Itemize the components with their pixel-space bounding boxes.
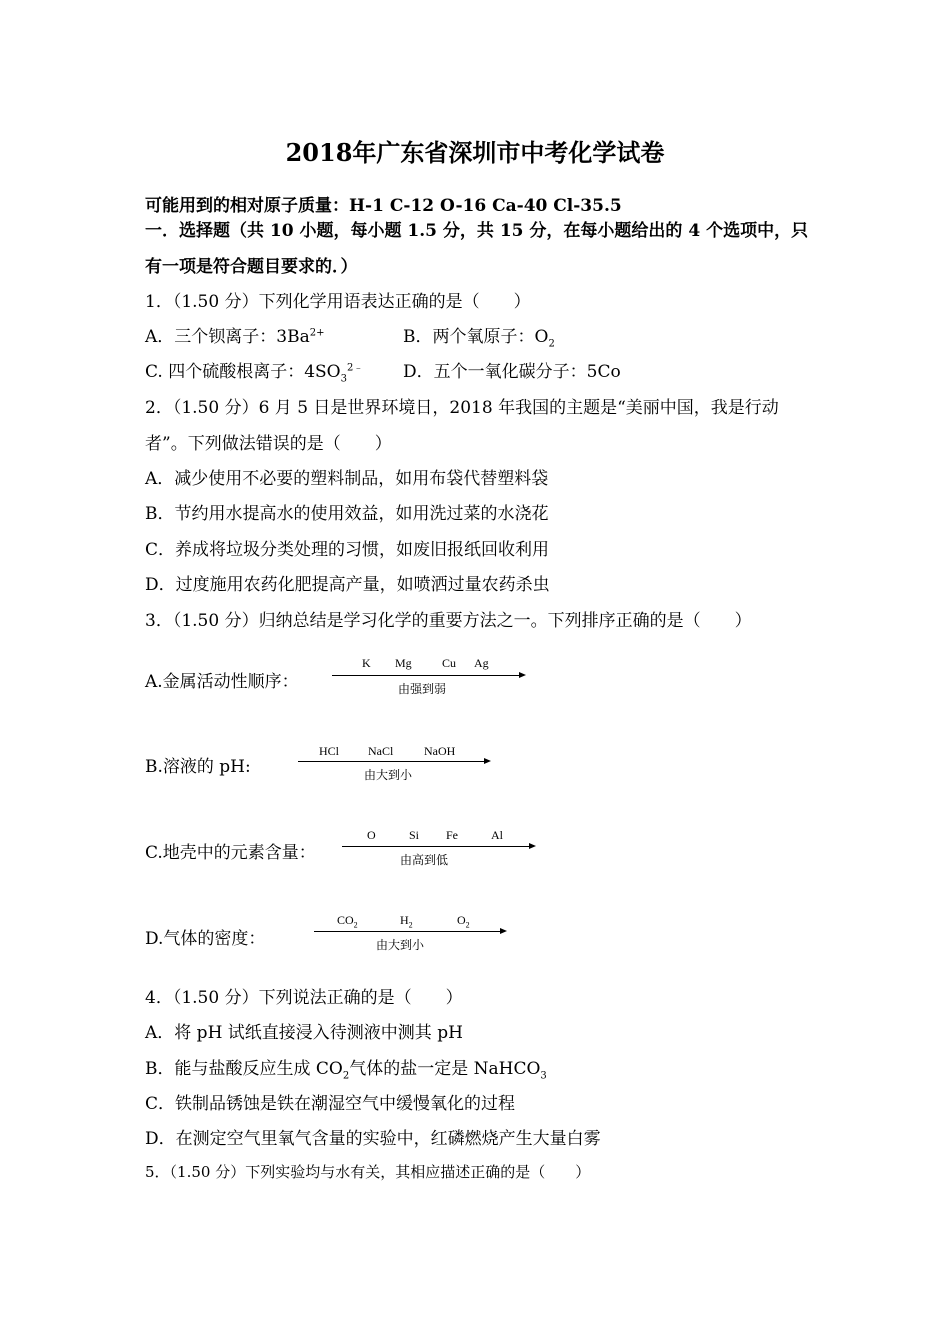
element-label: O <box>367 828 376 842</box>
page-title: 2018年广东省深圳市中考化学试卷 <box>285 138 665 167</box>
element-label: HCl <box>319 744 340 758</box>
q2-stem-line2: 者”。下列做法错误的是（ ） <box>145 434 392 454</box>
q1-option-b-text: B．两个氧原子：O <box>403 327 549 347</box>
arrow-line <box>298 761 485 762</box>
element-label <box>457 913 470 929</box>
element-label <box>400 913 413 929</box>
element-label: NaOH <box>424 744 456 758</box>
q1-option-a <box>145 322 324 347</box>
q3-option-a-diagram <box>332 656 532 696</box>
arrow-head-icon <box>519 672 526 678</box>
q4-option-d: D．在测定空气里氧气含量的实验中，红磷燃烧产生大量白雾 <box>145 1129 601 1149</box>
element-symbol: H <box>400 913 409 927</box>
q3-option-b-label: B.溶液的 pH: <box>145 757 251 777</box>
arrow-line <box>332 675 520 676</box>
section-heading-line1: 一．选择题（共 10 小题，每小题 1.5 分，共 15 分，在每小题给出的 4 个选项中，只 <box>145 221 809 241</box>
q3-stem: 3．（1.50 分）归纳总结是学习化学的重要方法之一。下列排序正确的是（ ） <box>145 611 752 631</box>
q3-option-c-label: C.地壳中的元素含量： <box>145 843 316 863</box>
element-label: Fe <box>446 828 458 842</box>
arrow-caption: 由高到低 <box>400 853 449 867</box>
q2-option-c: C．养成将垃圾分类处理的习惯，如废旧报纸回收利用 <box>145 540 550 560</box>
element-label: Cu <box>442 656 457 670</box>
q4-option-b-sub1: 2 <box>342 1070 350 1082</box>
q1-option-c-sub: 3 <box>340 373 347 385</box>
q1-option-b <box>403 322 555 349</box>
q2-option-a: A．减少使用不必要的塑料制品，如用布袋代替塑料袋 <box>145 469 549 489</box>
arrow-head-icon <box>484 758 491 764</box>
q3-option-d-diagram <box>314 913 514 953</box>
element-label: K <box>362 656 371 670</box>
element-label: Si <box>409 828 420 842</box>
element-label: Ag <box>474 656 489 670</box>
element-label <box>337 913 358 929</box>
arrow-caption: 由强到弱 <box>398 682 447 696</box>
q4-option-b-text1: B．能与盐酸反应生成 CO <box>145 1059 343 1079</box>
q3-option-c-diagram <box>342 828 542 868</box>
q4-option-b-sub2: 3 <box>540 1070 547 1082</box>
atomic-mass-line: 可能用到的相对原子质量：H-1 C-12 O-16 Ca-40 Cl-35.5 <box>145 196 622 216</box>
arrow-line <box>314 931 501 932</box>
q1-option-b-sub: 2 <box>548 338 555 350</box>
element-label: Al <box>491 828 503 842</box>
arrow-caption: 由大到小 <box>364 768 413 782</box>
section-heading-line2: 有一项是符合题目要求的．） <box>145 257 358 277</box>
q4-option-b <box>145 1054 547 1081</box>
arrow-head-icon <box>500 928 507 934</box>
element-label: Mg <box>395 656 412 670</box>
element-subscript: 2 <box>408 920 413 930</box>
q2-option-d: D．过度施用农药化肥提高产量，如喷洒过量农药杀虫 <box>145 575 550 595</box>
q2-option-b: B．节约用水提高水的使用效益，如用洗过菜的水浇花 <box>145 504 549 524</box>
q1-option-d: D．五个一氧化碳分子：5Co <box>403 362 621 382</box>
q3-option-d-label: D.气体的密度： <box>145 929 266 949</box>
element-subscript: 2 <box>353 920 358 930</box>
q1-option-c <box>145 357 363 384</box>
arrow-caption: 由大到小 <box>376 938 425 952</box>
q1-option-a-charge: 2+ <box>309 327 325 339</box>
arrow-head-icon <box>529 843 536 849</box>
q3-option-a-label: A.金属活动性顺序： <box>145 672 299 692</box>
q1-option-a-text: A．三个钡离子：3Ba <box>145 327 310 347</box>
q1-option-c-charge: 2﹣ <box>346 362 364 374</box>
arrow-line <box>342 846 530 847</box>
q1-stem: 1．（1.50 分）下列化学用语表达正确的是（ ） <box>145 292 531 312</box>
element-symbol: CO <box>337 913 354 927</box>
element-subscript: 2 <box>465 920 470 930</box>
element-label: NaCl <box>368 744 394 758</box>
q2-stem-line1: 2．（1.50 分）6 月 5 日是世界环境日，2018 年我国的主题是“美丽中国，我是行动 <box>145 398 779 418</box>
q5-stem: 5．（1.50 分）下列实验均与水有关，其相应描述正确的是（ ） <box>145 1163 591 1181</box>
q4-option-c: C．铁制品锈蚀是铁在潮湿空气中缓慢氧化的过程 <box>145 1094 516 1114</box>
q4-stem: 4．（1.50 分）下列说法正确的是（ ） <box>145 988 463 1008</box>
q4-option-b-text2: 气体的盐一定是 NaHCO <box>349 1059 541 1079</box>
q1-option-c-text: C. 四个硫酸根离子：4SO <box>145 362 341 382</box>
q3-option-b-diagram <box>298 744 498 784</box>
q4-option-a: A．将 pH 试纸直接浸入待测液中测其 pH <box>145 1023 463 1043</box>
element-symbol: O <box>457 913 466 927</box>
